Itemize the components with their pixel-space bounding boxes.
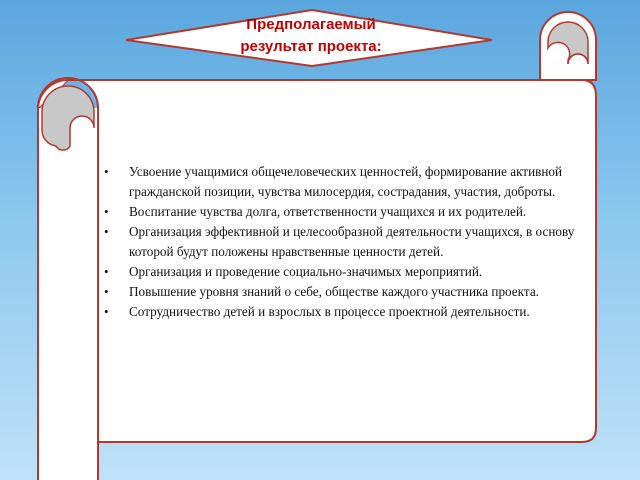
bullet-icon: • — [104, 204, 109, 219]
list-item-text: Воспитание чувства долга, ответственности учащихся и их родителей. — [129, 204, 527, 219]
title-line-2: результат проекта: — [240, 38, 382, 55]
bullet-icon: • — [104, 164, 109, 179]
list-item — [104, 202, 584, 222]
list-item-text: Организация и проведение социально-значимых мероприятий. — [129, 264, 483, 279]
bullet-icon: • — [104, 284, 109, 299]
list-item — [104, 262, 584, 282]
expected-results-list — [104, 162, 584, 322]
bullet-icon: • — [104, 264, 109, 279]
list-item — [104, 302, 584, 322]
list-item-text: Усвоение учащимися общечеловеческих ценностей, формирование активной гражданской позиции, чувства милосердия, сострадания, участия, доброты. — [129, 164, 563, 199]
list-item — [104, 222, 584, 262]
list-item — [104, 282, 584, 302]
bullet-icon: • — [104, 224, 109, 239]
list-item — [104, 162, 584, 202]
project-result-title — [196, 14, 426, 58]
list-item-text: Повышение уровня знаний о себе, обществе каждого участника проекта. — [129, 284, 539, 299]
bullet-icon: • — [104, 304, 109, 319]
list-item-text: Организация эффективной и целесообразной деятельности учащихся, в основу которой будут положены нравственные ценности детей. — [129, 224, 575, 259]
scroll-left-roll — [38, 108, 98, 480]
list-item-text: Сотрудничество детей и взрослых в процессе проектной деятельности. — [129, 304, 530, 319]
title-line-1: Предполагаемый — [246, 16, 376, 33]
